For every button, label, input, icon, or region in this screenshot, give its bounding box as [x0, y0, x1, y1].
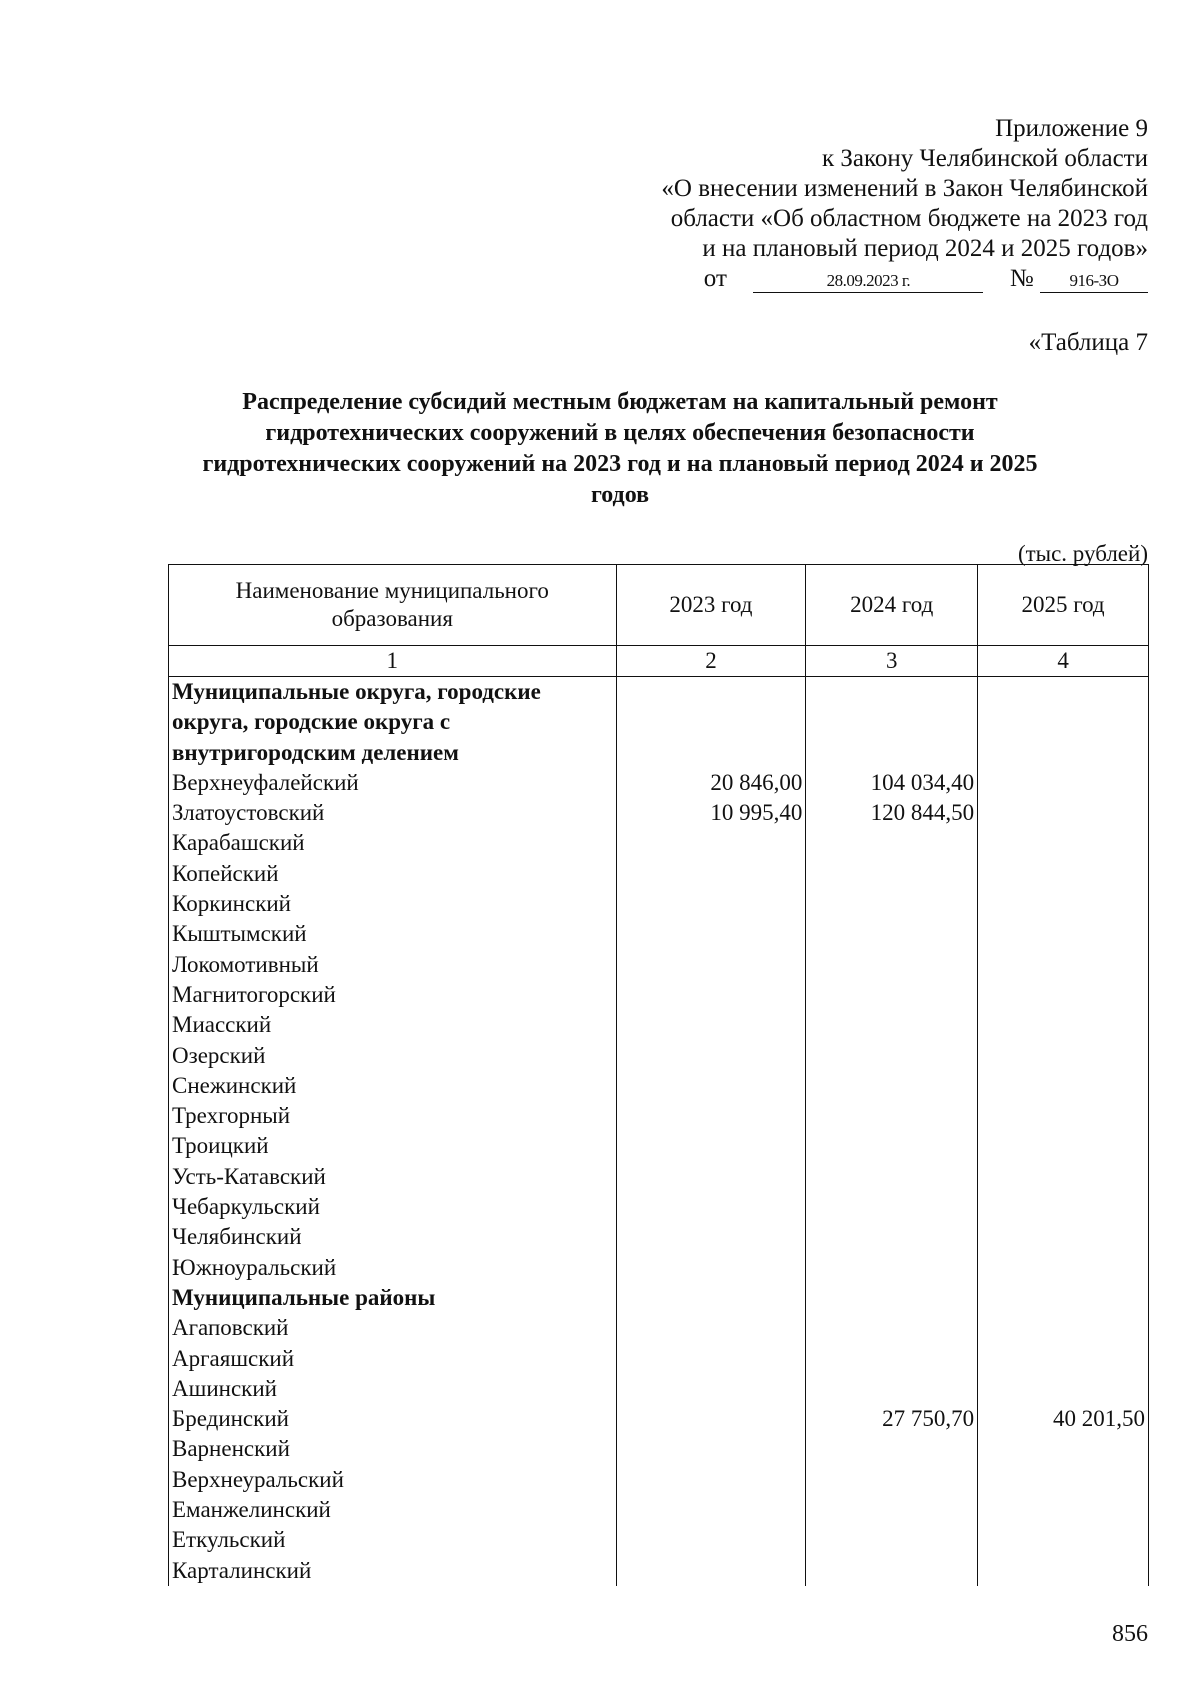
value-2024 — [806, 859, 978, 889]
municipality-name: Снежинский — [169, 1071, 617, 1101]
value-2025 — [978, 1162, 1149, 1192]
municipality-name: Локомотивный — [169, 950, 617, 980]
municipality-name: Карталинский — [169, 1556, 617, 1586]
table-row — [169, 1374, 1149, 1404]
value-2024 — [806, 980, 978, 1010]
section-heading: Муниципальные районы — [169, 1283, 617, 1313]
table-row — [169, 1041, 1149, 1071]
municipality-name: Верхнеуфалейский — [169, 768, 617, 798]
value-2023: 20 846,00 — [616, 768, 806, 798]
table-row — [169, 1222, 1149, 1252]
value-2025 — [978, 828, 1149, 858]
value-2025 — [978, 1101, 1149, 1131]
value-2024 — [806, 1556, 978, 1586]
value-2025 — [978, 1010, 1149, 1040]
municipality-name: Троицкий — [169, 1131, 617, 1161]
empty-cell — [616, 677, 806, 768]
section-heading: Муниципальные округа, городские округа, городские округа с внутригородским делением — [169, 677, 617, 768]
municipality-name: Еманжелинский — [169, 1495, 617, 1525]
table-row — [169, 1434, 1149, 1464]
value-2023 — [616, 1071, 806, 1101]
title-line: годов — [590, 482, 650, 508]
value-2025 — [978, 1465, 1149, 1495]
municipality-name: Миасский — [169, 1010, 617, 1040]
value-2024 — [806, 1374, 978, 1404]
table-row — [169, 1101, 1149, 1131]
value-2024 — [806, 1525, 978, 1555]
value-2024 — [806, 1131, 978, 1161]
value-2025 — [978, 889, 1149, 919]
municipality-name: Агаповский — [169, 1313, 617, 1343]
law-date: 28.09.2023 г. — [753, 270, 983, 293]
value-2025 — [978, 1222, 1149, 1252]
value-2025 — [978, 980, 1149, 1010]
value-2023 — [616, 1222, 806, 1252]
value-2025 — [978, 1313, 1149, 1343]
table-body — [169, 677, 1149, 1586]
column-number: 1 — [169, 646, 617, 677]
value-2025 — [978, 1041, 1149, 1071]
value-2024 — [806, 1344, 978, 1374]
section-heading-row — [169, 1283, 1149, 1313]
value-2024 — [806, 1434, 978, 1464]
value-2025 — [978, 950, 1149, 980]
value-2025 — [978, 1253, 1149, 1283]
value-2025 — [978, 1495, 1149, 1525]
value-2023 — [616, 1010, 806, 1040]
municipality-name: Копейский — [169, 859, 617, 889]
table-row — [169, 1131, 1149, 1161]
value-2025 — [978, 1071, 1149, 1101]
value-2024 — [806, 1010, 978, 1040]
empty-cell — [978, 1283, 1149, 1313]
table-row — [169, 798, 1149, 828]
value-2024 — [806, 1465, 978, 1495]
value-2023 — [616, 1344, 806, 1374]
empty-cell — [806, 677, 978, 768]
value-2023 — [616, 859, 806, 889]
municipality-name: Коркинский — [169, 889, 617, 919]
value-2025 — [978, 1131, 1149, 1161]
value-2024 — [806, 1071, 978, 1101]
empty-cell — [978, 677, 1149, 768]
appendix-title: Приложение 9 — [995, 115, 1148, 142]
header-2023: 2023 год — [616, 565, 806, 646]
value-2025 — [978, 859, 1149, 889]
column-number: 2 — [616, 646, 806, 677]
title-line: Распределение субсидий местным бюджетам на капитальный ремонт — [242, 389, 998, 415]
municipality-name: Ашинский — [169, 1374, 617, 1404]
table-reference: «Таблица 7 — [1028, 329, 1148, 356]
page-number: 856 — [1112, 1621, 1148, 1647]
value-2025 — [978, 1374, 1149, 1404]
municipality-name: Кыштымский — [169, 919, 617, 949]
subsidy-table — [168, 564, 1149, 1586]
section-heading-row — [169, 677, 1149, 768]
municipality-name: Варненский — [169, 1434, 617, 1464]
value-2023 — [616, 828, 806, 858]
table-row — [169, 1525, 1149, 1555]
value-2023: 10 995,40 — [616, 798, 806, 828]
table-row — [169, 1495, 1149, 1525]
table-row — [169, 1404, 1149, 1434]
municipality-name: Верхнеуральский — [169, 1465, 617, 1495]
value-2025 — [978, 798, 1149, 828]
empty-cell — [616, 1283, 806, 1313]
municipality-name: Чебаркульский — [169, 1192, 617, 1222]
column-number: 4 — [978, 646, 1149, 677]
empty-cell — [806, 1283, 978, 1313]
value-2023 — [616, 1525, 806, 1555]
table-row — [169, 828, 1149, 858]
table-row — [169, 1010, 1149, 1040]
value-2023 — [616, 1131, 806, 1161]
appendix-header — [588, 114, 1148, 294]
document-title — [160, 387, 1080, 511]
table-row — [169, 768, 1149, 798]
value-2023 — [616, 889, 806, 919]
value-2025 — [978, 1434, 1149, 1464]
value-2024 — [806, 1313, 978, 1343]
value-2024 — [806, 889, 978, 919]
table-row — [169, 1162, 1149, 1192]
value-2023 — [616, 1465, 806, 1495]
table-row — [169, 1071, 1149, 1101]
municipality-name: Усть-Катавский — [169, 1162, 617, 1192]
value-2023 — [616, 1556, 806, 1586]
title-line: гидротехнических сооружений в целях обеспечения безопасности — [265, 420, 975, 446]
value-2024 — [806, 1253, 978, 1283]
table-row — [169, 1556, 1149, 1586]
header-2024: 2024 год — [806, 565, 978, 646]
value-2025 — [978, 1556, 1149, 1586]
value-2023 — [616, 950, 806, 980]
table-row — [169, 1344, 1149, 1374]
table-row — [169, 859, 1149, 889]
value-2024 — [806, 1101, 978, 1131]
value-2024 — [806, 1222, 978, 1252]
number-prefix: № — [1009, 265, 1034, 292]
municipality-name: Аргаяшский — [169, 1344, 617, 1374]
municipality-name: Озерский — [169, 1041, 617, 1071]
title-line: гидротехнических сооружений на 2023 год и на плановый период 2024 и 2025 — [202, 451, 1038, 477]
municipality-name: Магнитогорский — [169, 980, 617, 1010]
municipality-name: Златоустовский — [169, 798, 617, 828]
municipality-name: Южноуральский — [169, 1253, 617, 1283]
law-name-line: области «Об областном бюджете на 2023 год — [670, 205, 1148, 232]
date-prefix: от — [703, 265, 727, 292]
column-number: 3 — [806, 646, 978, 677]
value-2024 — [806, 1162, 978, 1192]
law-number: 916-ЗО — [1040, 270, 1148, 293]
value-2024 — [806, 1192, 978, 1222]
law-name-line: «О внесении изменений в Закон Челябинской — [661, 175, 1148, 202]
value-2023 — [616, 1495, 806, 1525]
units-label: (тыс. рублей) — [1017, 541, 1148, 566]
table-row — [169, 980, 1149, 1010]
value-2023 — [616, 919, 806, 949]
value-2025 — [978, 919, 1149, 949]
table-row — [169, 889, 1149, 919]
value-2023 — [616, 980, 806, 1010]
value-2023 — [616, 1374, 806, 1404]
value-2025 — [978, 1344, 1149, 1374]
municipality-name: Трехгорный — [169, 1101, 617, 1131]
table-row — [169, 1465, 1149, 1495]
municipality-name: Брединский — [169, 1404, 617, 1434]
header-municipality: Наименование муниципального образования — [169, 565, 617, 646]
municipality-name: Еткульский — [169, 1525, 617, 1555]
value-2024 — [806, 1495, 978, 1525]
value-2023 — [616, 1404, 806, 1434]
law-name-line: и на плановый период 2024 и 2025 годов» — [702, 235, 1148, 262]
value-2023 — [616, 1434, 806, 1464]
table-header-row — [169, 565, 1149, 646]
header-2025: 2025 год — [978, 565, 1149, 646]
value-2024 — [806, 828, 978, 858]
value-2024: 27 750,70 — [806, 1404, 978, 1434]
table-row — [169, 950, 1149, 980]
law-reference: к Закону Челябинской области — [822, 145, 1148, 172]
municipality-name: Челябинский — [169, 1222, 617, 1252]
value-2023 — [616, 1101, 806, 1131]
municipality-name: Карабашский — [169, 828, 617, 858]
value-2023 — [616, 1192, 806, 1222]
value-2024: 120 844,50 — [806, 798, 978, 828]
value-2024 — [806, 919, 978, 949]
table-row — [169, 1192, 1149, 1222]
law-date-number — [588, 264, 1148, 294]
table-row — [169, 1313, 1149, 1343]
value-2023 — [616, 1041, 806, 1071]
value-2025: 40 201,50 — [978, 1404, 1149, 1434]
value-2023 — [616, 1162, 806, 1192]
value-2025 — [978, 1192, 1149, 1222]
value-2023 — [616, 1253, 806, 1283]
value-2025 — [978, 768, 1149, 798]
value-2024 — [806, 950, 978, 980]
value-2024 — [806, 1041, 978, 1071]
table-row — [169, 1253, 1149, 1283]
value-2024: 104 034,40 — [806, 768, 978, 798]
value-2025 — [978, 1525, 1149, 1555]
table-row — [169, 919, 1149, 949]
column-number-row — [169, 646, 1149, 677]
value-2023 — [616, 1313, 806, 1343]
